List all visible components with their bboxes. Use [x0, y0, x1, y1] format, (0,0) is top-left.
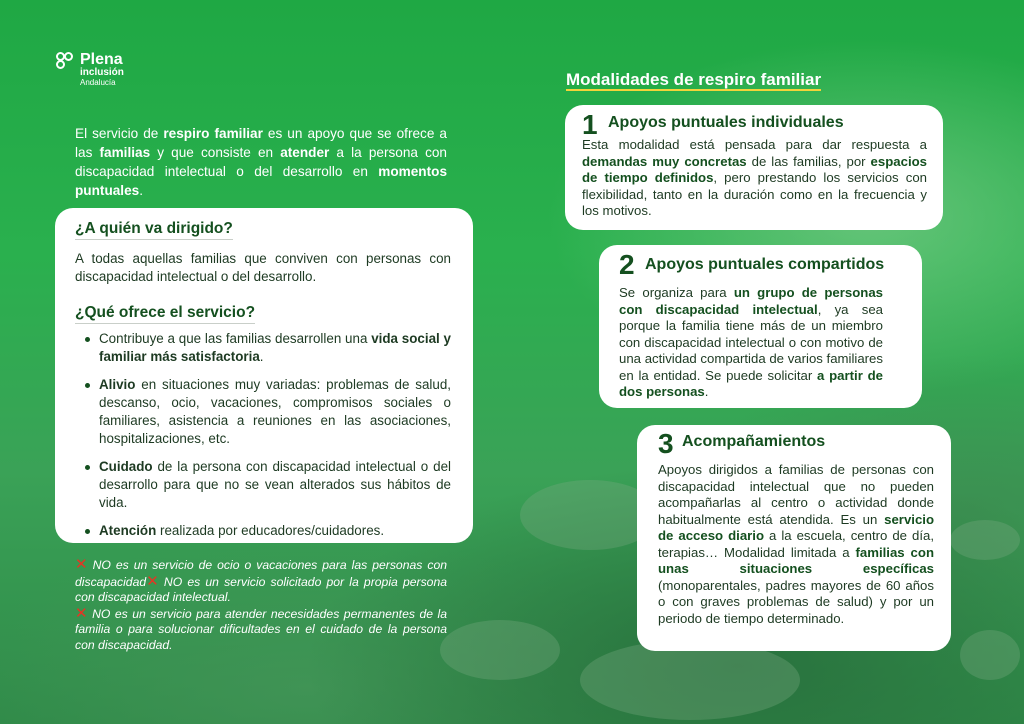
background-pebble	[960, 630, 1020, 680]
modality-title: Apoyos puntuales compartidos	[645, 256, 885, 273]
modality-text: Apoyos dirigidos a familias de personas con discapacidad intelectual que no pueden acompañarlas al centro o actividad donde habitualmente está atendida. Es un servicio de acceso diario a la escuela, centro de día, terapias… Modalidad limitada a familias con unas situaciones específicas (monoparentales, padres mayores de 60 años o con graves problemas de salud) y por un periodo de tiempo determinado.	[658, 462, 934, 626]
background-pebble	[440, 620, 560, 680]
exclusions-notes: ✕ NO es un servicio de ocio o vacaciones para las personas con discapacidad✕ NO es un servicio solicitado por la propia persona con discapacidad intelectual. ✕ NO es un servicio para atender necesidades permanentes de la familia o para solucionar dificultades en el cuidado de la persona con discapacidad.	[75, 556, 447, 652]
logo-line2: inclusión	[80, 67, 124, 78]
audience-text: A todas aquellas familias que conviven con personas con discapacidad intelectual o del desarrollo.	[75, 251, 451, 284]
cross-icon: ✕	[75, 556, 88, 573]
modality-text: Esta modalidad está pensada para dar respuesta a demandas muy concretas de las familias, por espacios de tiempo definidos, pero prestando los servicios con flexibilidad, tanto en la duración como en la frecuencia y los motivos.	[582, 137, 928, 218]
modality-card-2	[599, 245, 922, 408]
modality-number: 1	[582, 109, 598, 140]
logo-icon	[56, 52, 76, 74]
list-item: Cuidado de la persona con discapacidad intelectual o del desarrollo para que no se vean alterados sus hábitos de vida.	[75, 458, 451, 512]
modalities-title: Modalidades de respiro familiar	[566, 70, 822, 89]
offer-list	[75, 330, 451, 540]
cross-icon: ✕	[146, 572, 159, 590]
modality-title: Apoyos puntuales individuales	[608, 114, 844, 131]
modality-number: 2	[619, 249, 635, 280]
list-item: Alivio en situaciones muy variadas: problemas de salud, descanso, ocio, vacaciones, compromisos sociales o familiares, asistencia a reuniones en las asociaciones, hospitalizaciones, etc.	[75, 376, 451, 448]
modality-title: Acompañamientos	[682, 433, 826, 450]
audience-card	[55, 208, 473, 543]
logo-line1: Plena	[80, 51, 123, 68]
intro-paragraph: El servicio de respiro familiar es un apoyo que se ofrece a las familias y que consiste en atender a la persona con discapacidad intelectual o del desarrollo en momentos puntuales.	[75, 126, 447, 198]
logo-line3: Andalucía	[80, 78, 116, 87]
modality-number: 3	[658, 428, 674, 459]
modality-card-1	[565, 105, 943, 230]
plena-inclusion-logo	[56, 52, 124, 88]
background-pebble	[950, 520, 1020, 560]
cross-icon: ✕	[75, 604, 88, 622]
list-item: Atención realizada por educadores/cuidadores.	[75, 522, 451, 540]
list-item: Contribuye a que las familias desarrollen una vida social y familiar más satisfactoria.	[75, 330, 451, 366]
background-pebble	[580, 640, 800, 720]
modality-text: Se organiza para un grupo de personas con discapacidad intelectual, ya sea porque la familia tiene más de un miembro con discapacidad intelectual o con motivo de una actividad compartida de varios familiares en la entidad. Se puede solicitar a partir de dos personas.	[619, 285, 883, 399]
offer-heading: ¿Qué ofrece el servicio?	[75, 304, 255, 324]
modality-card-3	[637, 425, 951, 651]
audience-heading: ¿A quién va dirigido?	[75, 220, 233, 240]
